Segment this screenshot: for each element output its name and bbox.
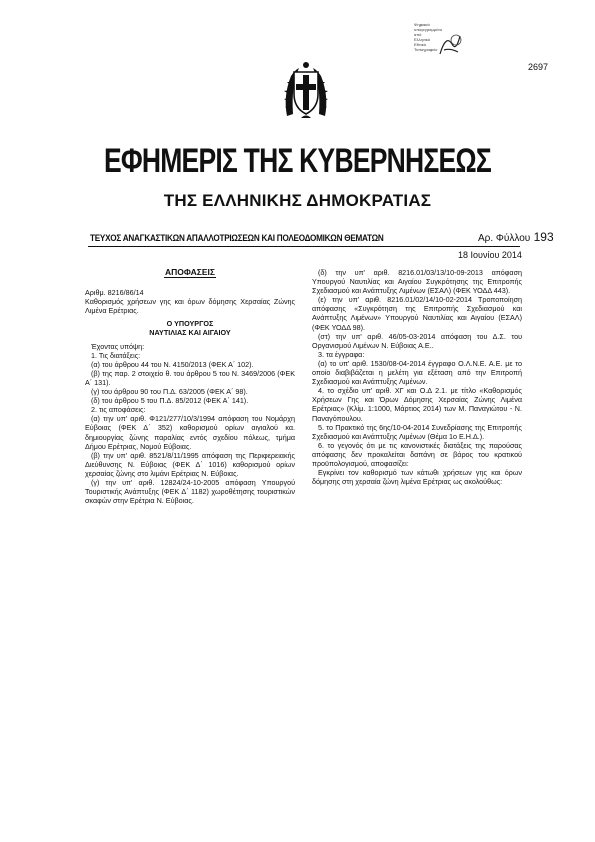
stamp-line: Τυπογραφείο xyxy=(414,47,438,52)
right-column xyxy=(312,268,522,486)
authority-title: Ο ΥΠΟΥΡΓΟΣ xyxy=(166,319,214,329)
paragraph: (α) του άρθρου 44 του Ν. 4150/2013 (ΦΕΚ Α΄ 102). xyxy=(91,359,254,369)
paragraph: (ε) την υπ' αριθ. 8216.01/02/14/10-02-2014 Τροποποίηση απόφασης «Συγκρότηση της Επιτροπής Σχεδιασμού και Ανάπτυξης Λιμένων» Υπουργού Ναυτιλίας και Αιγαίου (ΕΣΑΛ) (ΦΕΚ ΥΟΔΔ 98). xyxy=(312,295,522,332)
coat-of-arms-emblem xyxy=(281,58,331,120)
paragraph: (δ) του άρθρου 5 του Π.Δ. 85/2012 (ΦΕΚ Α΄ 141). xyxy=(91,396,249,406)
stamp-line: Ψηφιακά xyxy=(414,22,430,27)
paragraph: 2. τις αποφάσεις: xyxy=(91,405,146,415)
stamp-line: υπογεγραμμένο xyxy=(414,27,443,32)
stamp-line: από xyxy=(414,32,422,37)
paragraph: (δ) την υπ' αριθ. 8216.01/03/13/10-09-2013 απόφαση Υπουργού Ναυτιλίας και Αιγαίου Συγκρότησης της Επιτροπής Σχεδιασμού και Ανάπτυξης Λιμένων (ΕΣΑΛ) (ΦΕΚ ΥΟΔΔ 443). xyxy=(312,268,522,296)
left-column xyxy=(85,268,295,505)
paragraph: (γ) την υπ' αριθ. 12824/24-10-2005 απόφαση Υπουργού Τουριστικής Ανάπτυξης (ΦΕΚ Δ΄ 1182) χωροθέτησης τουριστικών σκαφών στην Ερέτρια Ν. Εύβοιας. xyxy=(85,477,295,506)
gazette-subtitle: ΤΗΣ ΕΛΛΗΝΙΚΗΣ ΔΗΜΟΚΡΑΤΙΑΣ xyxy=(163,191,432,210)
decision-title: Καθορισμός χρήσεων γης και όρων δόμησης Χερσαίας Ζώνης Λιμένα Ερέτριας. xyxy=(85,297,295,316)
paragraph: (γ) του άρθρου 90 του Π.Δ. 63/2005 (ΦΕΚ Α΄ 98). xyxy=(91,387,248,397)
paragraph: 6. το γεγονός ότι με τις κανονιστικές διατάξεις της παρούσας απόφασης δεν προκαλείται δαπάνη σε βάρος του κρατικού προϋπολογισμού, αποφασίζει: xyxy=(312,440,522,468)
page-number: 2697 xyxy=(528,62,549,72)
digital-signature-stamp xyxy=(414,22,466,68)
stamp-line: Εθνικό xyxy=(414,42,426,47)
decision-number: Αριθμ. 8216/86/14 xyxy=(85,288,144,298)
authority-subtitle: ΝΑΥΤΙΛΙΑΣ ΚΑΙ ΑΙΓΑΙΟΥ xyxy=(149,328,231,338)
section-heading: ΑΠΟΦΑΣΕΙΣ xyxy=(164,267,215,277)
issue-date: 18 Ιουνίου 2014 xyxy=(458,250,522,260)
paragraph: (στ) την υπ' αριθ. 46/05-03-2014 απόφαση του Δ.Σ. του Οργανισμού Λιμένων Ν. Εύβοιας Α.Ε.. xyxy=(312,331,522,350)
paragraph: 4. το σχέδιο υπ' αριθ. ΧΓ και Ο.Δ 2.1. με τίτλο «Καθορισμός Χρήσεων Γης και Όρων Δόμησης Χερσαίας Ζώνης Λιμένα Ερέτριας» (Κλίμ. 1:1000, Μάρτιος 2014) των Μ. Παναγιώτου - Ν. Παναγόπουλου. xyxy=(312,386,522,423)
paragraph: 1. Τις διατάξεις: xyxy=(91,350,141,360)
issue-number xyxy=(478,230,554,244)
paragraph: 5. το Πρακτικό της 6ης/10-04-2014 Συνεδρίασης της Επιτροπής Σχεδιασμού και Ανάπτυξης Λιμένων (Θέμα 1ο Ε.Η.Δ.). xyxy=(312,422,522,441)
issue-number-value: 193 xyxy=(533,230,554,244)
paragraph: (β) της παρ. 2 στοιχείο θ. του άρθρου 5 του Ν. 3469/2006 (ΦΕΚ Α΄ 131). xyxy=(85,368,295,387)
gazette-title: ΕΦΗΜΕΡΙΣ ΤΗΣ ΚΥΒΕΡΝΗΣΕΩΣ xyxy=(103,142,492,180)
paragraph: 3. τα έγγραφα: xyxy=(318,349,365,359)
paragraph: Έχοντας υπόψη: xyxy=(91,341,145,351)
issue-number-label: Αρ. Φύλλου xyxy=(478,233,531,244)
stamp-line: Ελληνικό xyxy=(414,37,430,42)
paragraph: (α) την υπ' αριθ. Φ121/277/10/3/1994 απόφαση του Νομάρχη Εύβοιας (ΦΕΚ Δ΄ 352) καθορισμού ορίων αιγιαλού κα. δημιουργίας ζώνης παραλίας εντός σχεδίου πόλεως, τμήμα Δήμου Ερέτριας, Νομού Εύβοιας. xyxy=(85,414,295,451)
signature-scribble-icon xyxy=(436,30,464,60)
header-divider xyxy=(88,246,520,247)
issue-label: ΤΕΥΧΟΣ ΑΝΑΓΚΑΣΤΙΚΩΝ ΑΠΑΛΛΟΤΡΙΩΣΕΩΝ ΚΑΙ ΠΟΛΕΟΔΟΜΙΚΩΝ ΘΕΜΑΤΩΝ xyxy=(90,233,384,244)
paragraph: Εγκρίνει τον καθορισμό των κάτωθι χρήσεων γης και όρων δόμησης στη χερσαία ζώνη λιμένα Ερέτριας ως ακολούθως: xyxy=(312,468,522,487)
paragraph: (β) την υπ' αριθ. 8521/8/11/1995 απόφαση της Περιφερειακής Διεύθυνσης Ν. Εύβοιας (ΦΕΚ Δ΄ 1016) καθορισμού ορίων χερσαίας ζώνης στο λιμάνι Ερέτριας Ν. Εύβοιας. xyxy=(85,450,295,478)
paragraph: (α) το υπ' αριθ. 1530/08-04-2014 έγγραφο Ο.Λ.Ν.Ε. Α.Ε. με το οποίο διαβιβάζεται η μελέτη για εξέταση από την Επιτροπή Σχεδιασμού και Ανάπτυξης Λιμένων. xyxy=(312,358,522,387)
